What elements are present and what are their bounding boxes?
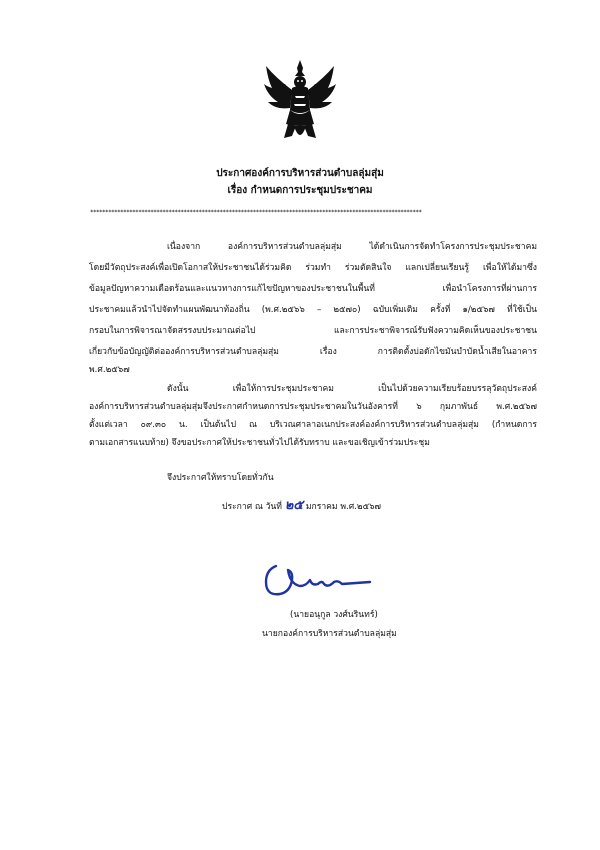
closing-line: จึงประกาศให้ทราบโดยทั่วกัน	[167, 473, 274, 483]
body-line: กรอบในการพิจารณาจัดสรรงบประมาณต่อไป และการประชาพิจารณ์รับฟังความคิดเห็นของประชาชน	[89, 326, 537, 336]
announcement-subject: เรื่อง กำหนดการประชุมประชาคม	[227, 185, 373, 196]
announcement-date	[222, 494, 381, 515]
signature-icon	[262, 562, 372, 600]
date-prefix: ประกาศ ณ วันที่	[222, 502, 282, 512]
body-line: โดยมีวัตถุประสงค์เพื่อเปิดโอกาสให้ประชาชนได้ร่วมคิด ร่วมทำ ร่วมตัดสินใจ แลกเปลี่ยนเรียนรู้ เพื่อให้ได้มาซึ่ง	[89, 263, 537, 273]
date-suffix: มกราคม พ.ศ.๒๕๖๗	[305, 502, 381, 512]
body-line: พ.ศ.๒๕๖๗	[89, 365, 130, 375]
body-line: ตั้งแต่เวลา ๐๙.๓๐ น. เป็นต้นไป ณ บริเวณศาลาอเนกประสงค์องค์การบริหารส่วนตำบลลุ่มสุ่ม (กำหนดการ	[89, 420, 537, 430]
body-line: ประชาคมแล้วนำไปจัดทำแผนพัฒนาท้องถิ่น (พ.ศ.๒๕๖๖ – ๒๕๗๐) ฉบับเพิ่มเติม ครั้งที่ ๑/๒๕๖๗ ที่ใช้เป็น	[89, 305, 537, 315]
body-line: เนื่องจาก องค์การบริหารส่วนตำบลลุ่มสุ่ม ได้ดำเนินการจัดทำโครงการประชุมประชาคม	[167, 242, 537, 252]
garuda-emblem-icon	[262, 58, 338, 144]
body-line: องค์การบริหารส่วนตำบลลุ่มสุ่มจึงประกาศกำหนดการประชุมประชาคมในวันอังคารที่ ๖ กุมภาพันธ์ พ.ศ.๒๕๖๗	[89, 402, 537, 412]
signatory-position: นายกองค์การบริหารส่วนตำบลลุ่มสุ่ม	[262, 629, 397, 639]
announcement-title: ประกาศองค์การบริหารส่วนตำบลลุ่มสุ่ม	[216, 168, 384, 179]
asterisk-divider: **************************************************************************************************************	[90, 209, 422, 216]
body-line: ตามเอกสารแนบท้าย) จึงขอประกาศให้ประชาชนทั่วไปได้รับทราบ และขอเชิญเข้าร่วมประชุม	[89, 438, 430, 448]
body-line: ดังนั้น เพื่อให้การประชุมประชาคม เป็นไปด้วยความเรียบร้อยบรรลุวัตถุประสงค์	[167, 384, 537, 394]
body-line: เกี่ยวกับข้อบัญญัติต่อองค์การบริหารส่วนตำบลลุ่มสุ่ม เรื่อง การติดตั้งบ่อดักไขมันบำบัดน้ำเสียในอาคาร	[89, 347, 537, 357]
date-day-handwritten: ๒๕	[284, 498, 304, 513]
signatory-name: (นายอนุกูล วงศ์นรินทร์)	[290, 610, 378, 620]
body-line: ข้อมูลปัญหาความเดือดร้อนและแนวทางการแก้ไขปัญหาของประชาชนในพื้นที่ เพื่อนำโครงการที่ผ่านการ	[89, 284, 537, 294]
